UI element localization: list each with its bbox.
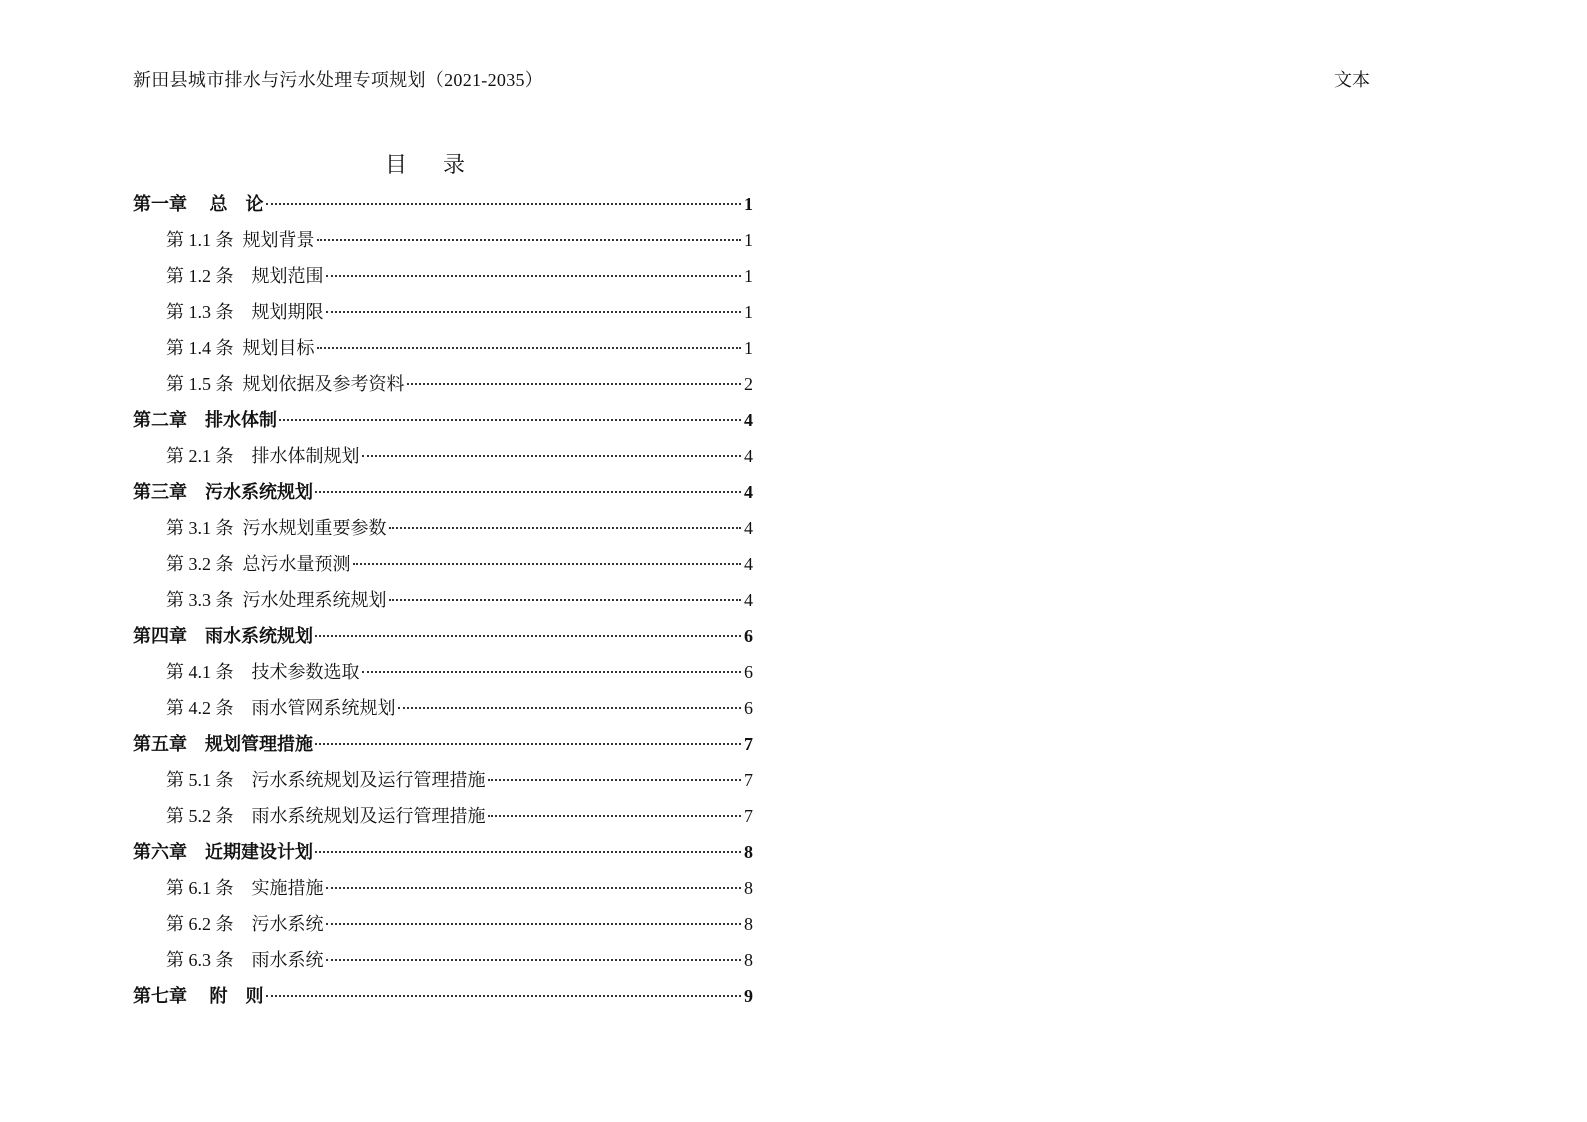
toc-section-entry[interactable] bbox=[133, 294, 753, 330]
toc-section-entry[interactable] bbox=[133, 690, 753, 726]
toc-entry-label: 第 1.2 条 规划范围 bbox=[166, 266, 324, 286]
dot-leader bbox=[398, 707, 742, 709]
toc-entry-label: 第一章 总 论 bbox=[133, 194, 264, 214]
toc-entry-page-number: 8 bbox=[744, 842, 753, 862]
toc-entry-label: 第 2.1 条 排水体制规划 bbox=[166, 446, 360, 466]
toc-entry-page-number: 4 bbox=[744, 482, 753, 502]
toc-section-entry[interactable] bbox=[133, 366, 753, 402]
dot-leader bbox=[315, 851, 741, 853]
toc-entry-label: 第 1.3 条 规划期限 bbox=[166, 302, 324, 322]
toc-entry-page-number: 8 bbox=[744, 950, 753, 970]
dot-leader bbox=[326, 275, 742, 277]
toc-section-entry[interactable] bbox=[133, 582, 753, 618]
toc-entry-page-number: 6 bbox=[744, 626, 753, 646]
toc-entry-page-number: 4 bbox=[744, 518, 753, 538]
dot-leader bbox=[315, 743, 741, 745]
dot-leader bbox=[315, 491, 741, 493]
toc-chapter-entry[interactable] bbox=[133, 474, 753, 510]
document-header-title: 新田县城市排水与污水处理专项规划（2021-2035） bbox=[133, 70, 544, 90]
toc-section-entry[interactable] bbox=[133, 942, 753, 978]
dot-leader bbox=[266, 203, 742, 205]
dot-leader bbox=[362, 455, 742, 457]
toc-entry-label: 第 6.3 条 雨水系统 bbox=[166, 950, 324, 970]
toc-entry-label: 第 3.3 条 污水处理系统规划 bbox=[166, 590, 387, 610]
toc-section-entry[interactable] bbox=[133, 798, 753, 834]
dot-leader bbox=[389, 527, 742, 529]
dot-leader bbox=[266, 995, 742, 997]
toc-entry-label: 第三章 污水系统规划 bbox=[133, 482, 313, 502]
dot-leader bbox=[317, 239, 742, 241]
toc-chapter-entry[interactable] bbox=[133, 978, 753, 1014]
toc-entry-label: 第 3.2 条 总污水量预测 bbox=[166, 554, 351, 574]
toc-section-entry[interactable] bbox=[133, 330, 753, 366]
toc-entry-label: 第 4.1 条 技术参数选取 bbox=[166, 662, 360, 682]
toc-chapter-entry[interactable] bbox=[133, 402, 753, 438]
toc-section-entry[interactable] bbox=[133, 546, 753, 582]
toc-entry-label: 第四章 雨水系统规划 bbox=[133, 626, 313, 646]
dot-leader bbox=[326, 311, 742, 313]
dot-leader bbox=[317, 347, 742, 349]
toc-entry-label: 第 6.2 条 污水系统 bbox=[166, 914, 324, 934]
toc-title: 目录 bbox=[384, 152, 501, 177]
toc-entry-label: 第 5.2 条 雨水系统规划及运行管理措施 bbox=[166, 806, 486, 826]
toc-entry-label: 第 5.1 条 污水系统规划及运行管理措施 bbox=[166, 770, 486, 790]
dot-leader bbox=[279, 419, 741, 421]
toc-entry-label: 第 3.1 条 污水规划重要参数 bbox=[166, 518, 387, 538]
toc-entry-page-number: 1 bbox=[744, 302, 753, 322]
toc-entry-page-number: 4 bbox=[744, 446, 753, 466]
toc-section-entry[interactable] bbox=[133, 438, 753, 474]
dot-leader bbox=[326, 959, 742, 961]
toc-entry-page-number: 1 bbox=[744, 194, 753, 214]
toc-entry-page-number: 1 bbox=[744, 338, 753, 358]
toc-section-entry[interactable] bbox=[133, 510, 753, 546]
toc-entry-label: 第二章 排水体制 bbox=[133, 410, 277, 430]
toc-chapter-entry[interactable] bbox=[133, 618, 753, 654]
document-type-label: 文本 bbox=[1334, 70, 1370, 90]
toc-entry-page-number: 4 bbox=[744, 410, 753, 430]
toc-entry-label: 第 1.1 条 规划背景 bbox=[166, 230, 315, 250]
toc-section-entry[interactable] bbox=[133, 654, 753, 690]
dot-leader bbox=[315, 635, 741, 637]
dot-leader bbox=[488, 815, 742, 817]
toc-entry-label: 第六章 近期建设计划 bbox=[133, 842, 313, 862]
toc-entry-page-number: 8 bbox=[744, 914, 753, 934]
toc-entry-page-number: 4 bbox=[744, 554, 753, 574]
toc-section-entry[interactable] bbox=[133, 258, 753, 294]
toc-entry-page-number: 1 bbox=[744, 230, 753, 250]
toc-entry-page-number: 7 bbox=[744, 734, 753, 754]
toc-section-entry[interactable] bbox=[133, 906, 753, 942]
toc-section-entry[interactable] bbox=[133, 870, 753, 906]
toc-section-entry[interactable] bbox=[133, 222, 753, 258]
toc-entry-page-number: 9 bbox=[744, 986, 753, 1006]
toc-chapter-entry[interactable] bbox=[133, 834, 753, 870]
toc-entry-page-number: 4 bbox=[744, 590, 753, 610]
toc-entry-label: 第 6.1 条 实施措施 bbox=[166, 878, 324, 898]
dot-leader bbox=[326, 887, 742, 889]
toc-entry-page-number: 1 bbox=[744, 266, 753, 286]
toc-entry-page-number: 7 bbox=[744, 806, 753, 826]
toc-chapter-entry[interactable] bbox=[133, 186, 753, 222]
toc-entry-page-number: 6 bbox=[744, 662, 753, 682]
toc-entry-label: 第 4.2 条 雨水管网系统规划 bbox=[166, 698, 396, 718]
dot-leader bbox=[488, 779, 742, 781]
toc-chapter-entry[interactable] bbox=[133, 726, 753, 762]
dot-leader bbox=[326, 923, 742, 925]
toc-section-entry[interactable] bbox=[133, 762, 753, 798]
toc-entry-page-number: 8 bbox=[744, 878, 753, 898]
toc-entry-label: 第 1.4 条 规划目标 bbox=[166, 338, 315, 358]
toc-entry-label: 第七章 附 则 bbox=[133, 986, 264, 1006]
toc-entry-page-number: 2 bbox=[744, 374, 753, 394]
dot-leader bbox=[353, 563, 742, 565]
toc-entry-page-number: 7 bbox=[744, 770, 753, 790]
toc-entry-label: 第五章 规划管理措施 bbox=[133, 734, 313, 754]
dot-leader bbox=[362, 671, 742, 673]
toc-entry-page-number: 6 bbox=[744, 698, 753, 718]
dot-leader bbox=[407, 383, 742, 385]
toc-entry-label: 第 1.5 条 规划依据及参考资料 bbox=[166, 374, 405, 394]
dot-leader bbox=[389, 599, 742, 601]
table-of-contents bbox=[133, 186, 753, 1014]
